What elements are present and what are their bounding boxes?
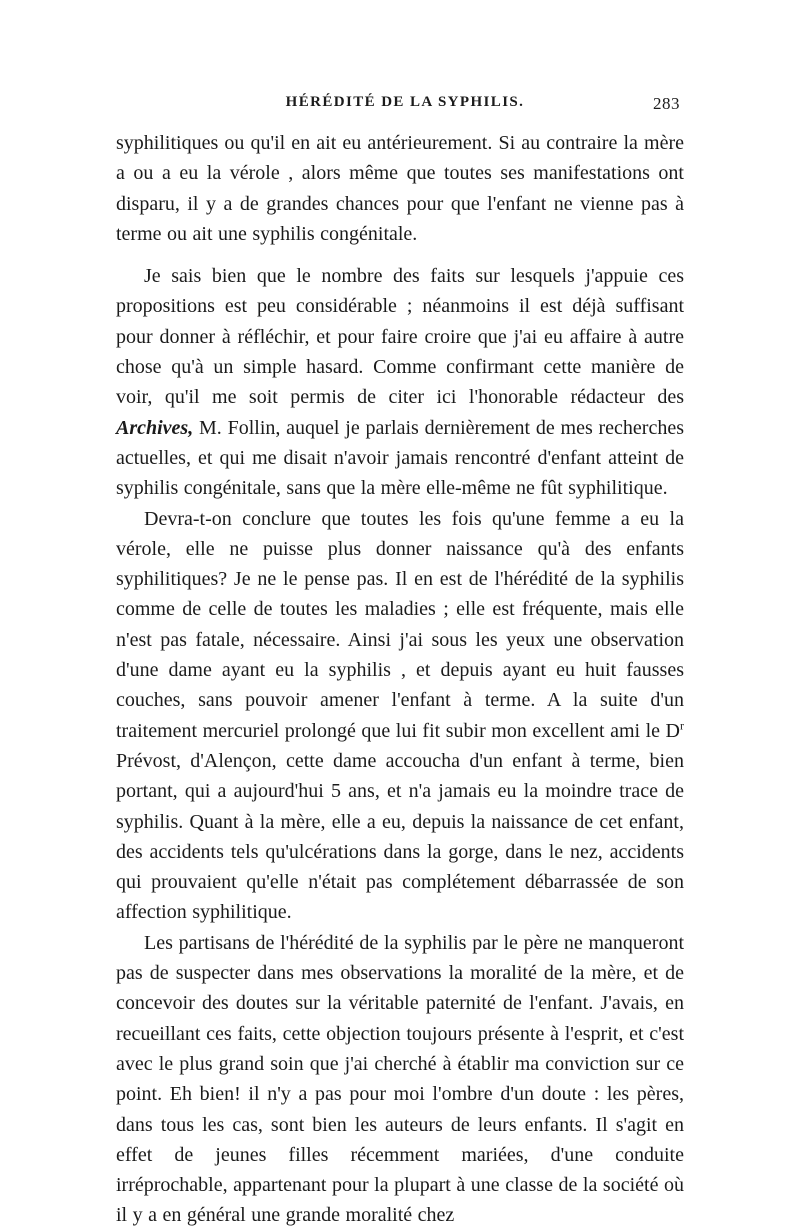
paragraph-2-text-before: Je sais bien que le nombre des faits sur lesquels j'appuie ces propositions est peu considérable ; néanmoins il est déjà suffisant pour donner à réfléchir, et pour faire croire que j'ai eu affaire à autre chose qu'à un simple hasard. Comme confirmant cette manière de voir, qu'il me soit permis de citer ici l'honorable rédacteur des bbox=[116, 265, 684, 409]
paragraph-3 bbox=[116, 504, 684, 928]
running-head bbox=[116, 94, 682, 122]
paragraph-2-text-after: M. Follin, auquel je parlais dernièrement de mes recherches actuelles, et qui me disait n'avoir jamais rencontré d'enfant atteint de syphilis congénitale, sans que la mère elle-même ne fût syphilitique. bbox=[116, 416, 685, 500]
doctor-abbrev-sup: r bbox=[680, 717, 684, 732]
body-text bbox=[116, 128, 684, 1231]
paragraph-3-text-after: Prévost, d'Alençon, cette dame accoucha d'un enfant à terme, bien portant, qui a aujourd'hui 5 ans, et n'a jamais eu la moindre trace de syphilis. Quant à la mère, elle a eu, depuis la naissance de cet enfant, des accidents tels qu'ulcérations dans la gorge, dans le nez, accidents qui prouvaient qu'elle n'était pas complétement débarrassée de son affection syphilitique. bbox=[116, 749, 684, 924]
running-title: HÉRÉDITÉ DE LA SYPHILIS. bbox=[285, 94, 525, 110]
paragraph-gap bbox=[116, 249, 684, 261]
paragraph-2 bbox=[116, 261, 684, 503]
paragraph-4: Les partisans de l'hérédité de la syphilis par le père ne manqueront pas de suspecter dans mes observations la moralité de la mère, et de concevoir des doutes sur la véritable paternité de l'enfant. J'avais, en recueillant ces faits, cette objection toujours présente à l'esprit, et c'est avec le plus grand soin que j'ai cherché à établir ma conviction sur ce point. Eh bien! il n'y a pas pour moi l'ombre d'un doute : les pères, dans tous les cas, sont bien les auteurs de leurs enfants. Il s'agit en effet de jeunes filles récemment mariées, d'une conduite irréprochable, appartenant pour la plupart à une classe de la société où il y a en général une grande moralité chez bbox=[116, 931, 684, 1227]
page-number: 283 bbox=[653, 94, 680, 113]
paragraph-3-text-before: Devra-t-on conclure que toutes les fois qu'une femme a eu la vérole, elle ne puisse plus donner naissance qu'à des enfants syphilitiques? Je ne le pense pas. Il en est de l'hérédité de la syphilis comme de celle de toutes les maladies ; elle est fréquente, mais elle n'est pas fatale, nécessaire. Ainsi j'ai sous les yeux une observation d'une dame ayant eu la syphilis , et depuis ayant eu huit fausses couches, sans pouvoir amener l'enfant à terme. A la suite d'un traitement mercuriel prolongé que lui fit subir mon excellent ami le D bbox=[116, 507, 684, 742]
paragraph-1: syphilitiques ou qu'il en ait eu antérieurement. Si au contraire la mère a ou a eu la vérole , alors même que toutes ses manifestations ont disparu, il y a de grandes chances pour que l'enfant ne vienne pas à terme ou ait une syphilis congénitale. bbox=[116, 132, 684, 245]
journal-title: Archives, bbox=[116, 416, 194, 439]
